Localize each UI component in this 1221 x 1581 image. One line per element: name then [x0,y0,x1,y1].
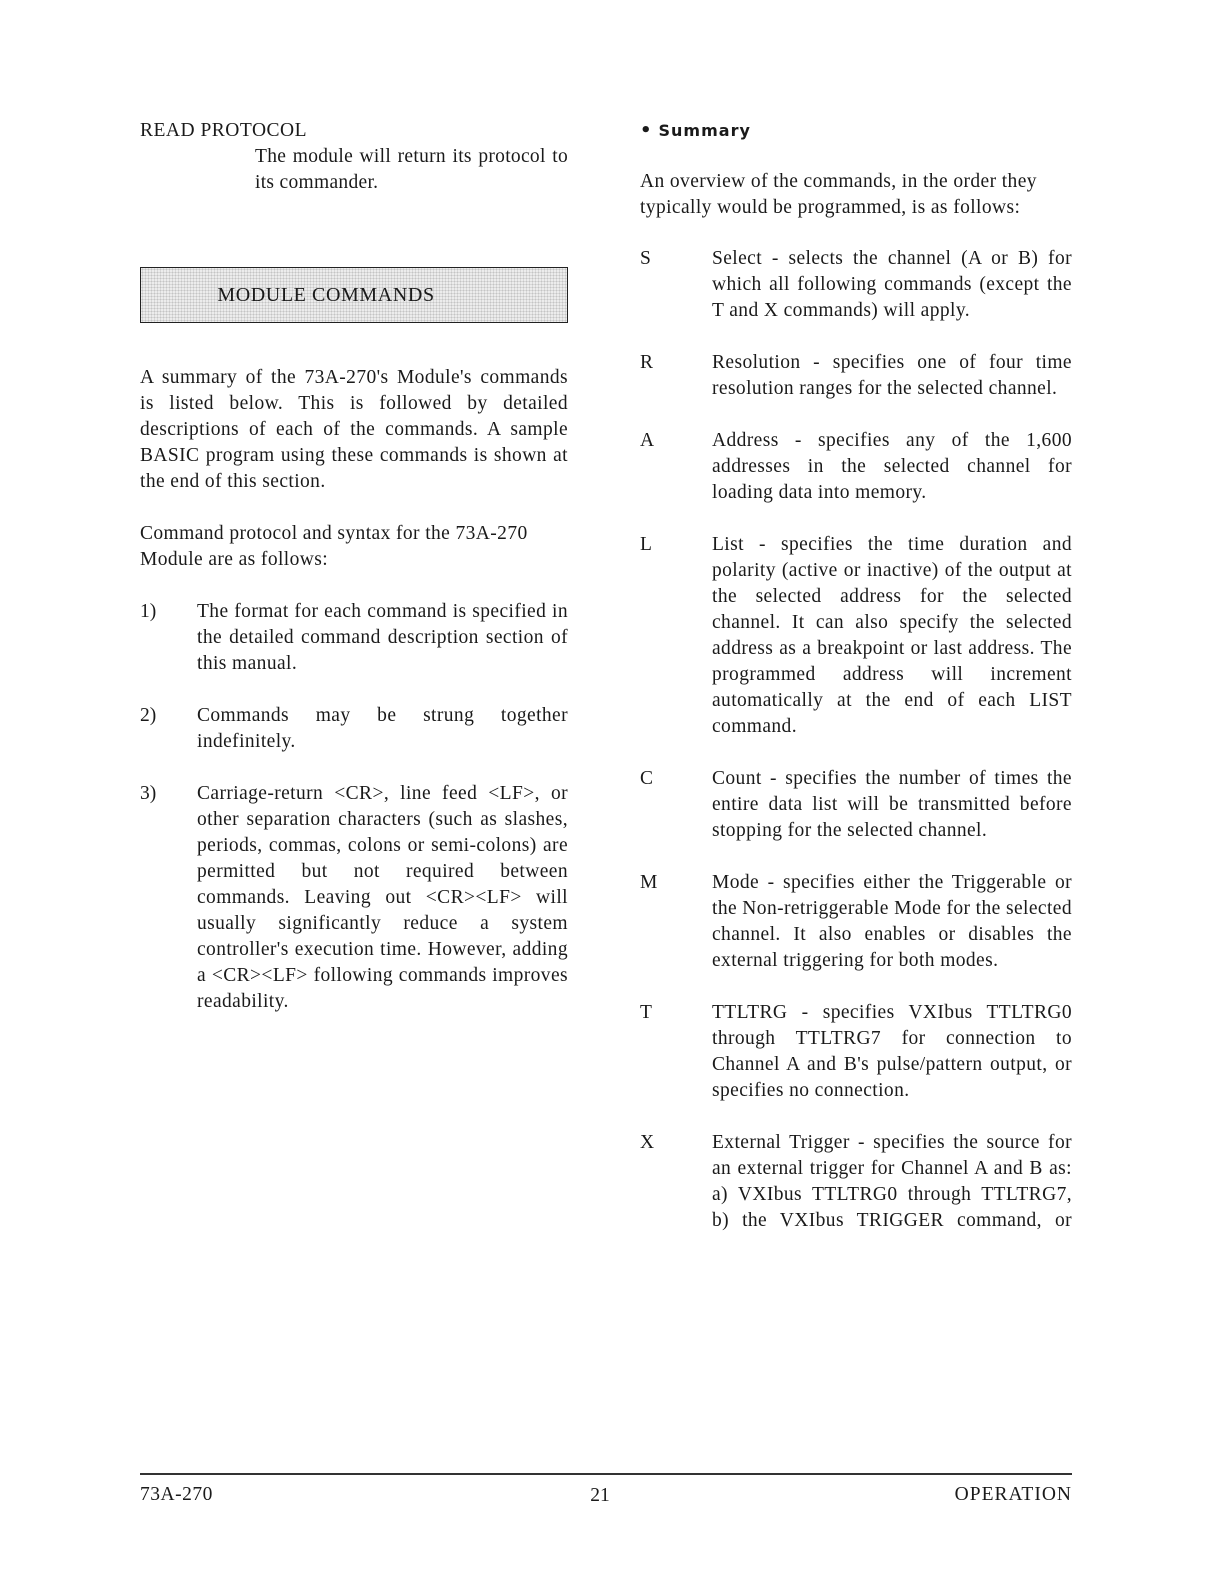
command-letter: L [640,534,652,555]
command-letter: A [640,430,655,451]
command-description: Count - specifies the number of times the entire data list will be transmitted before stopping for the selected channel. [712,768,1072,841]
bullet-icon: • [640,120,653,141]
command-letter: T [640,1002,652,1023]
syntax-paragraph: Command protocol and syntax for the 73A-270 Module are as follows: [140,523,528,570]
section-header-box [140,267,568,323]
command-description: Resolution - specifies one of four time resolution ranges for the selected channel. [712,352,1072,399]
command-item-t [640,1000,1072,1104]
command-description: Mode - specifies either the Triggerable or the Non-retriggerable Mode for the selected channel. It also enables or disables the external triggering for both modes. [712,872,1072,971]
command-description: Address - specifies any of the 1,600 addresses in the selected channel for loading data into memory. [712,430,1072,503]
list-item-text: Commands may be strung together indefinitely. [197,705,568,752]
read-protocol-description: The module will return its protocol to its commander. [255,146,568,193]
list-item-text: Carriage-return <CR>, line feed <LF>, or other separation characters (such as slashes, periods, commas, colons or semi-colons) are permitted but not required between commands. Leaving out <CR><LF> will usually significantly reduce a system controller's execution time. However, adding a <CR><LF> following commands improves readability. [197,783,568,1012]
list-item [140,599,568,677]
command-letter: R [640,352,654,373]
command-item-c [640,766,1072,844]
command-description: TTLTRG - specifies VXIbus TTLTRG0 through TTLTRG7 for connection to Channel A and B's pulse/pattern output, or specifies no connection. [712,1002,1072,1101]
footer-section: OPERATION [954,1484,1072,1505]
summary-heading-text: Summary [658,121,751,140]
numbered-list [140,599,568,1015]
command-description: External Trigger - specifies the source for an external trigger for Channel A and B as: a) VXIbus TTLTRG0 through TTLTRG7, b) the VXIbus TRIGGER command, or [712,1132,1072,1231]
footer-model: 73A-270 [140,1484,213,1505]
command-item-r [640,350,1072,402]
command-item-s [640,246,1072,324]
command-list [640,246,1072,1234]
list-item-number: 2) [140,705,157,726]
command-letter: S [640,248,651,269]
command-description: Select - selects the channel (A or B) for which all following commands (except the T and X commands) will apply. [712,248,1072,321]
list-item-number: 1) [140,601,157,622]
command-letter: C [640,768,654,789]
command-item-a [640,428,1072,506]
overview-paragraph: An overview of the commands, in the order they typically would be programmed, is as follows: [640,171,1037,218]
page-number: 21 [590,1485,610,1506]
list-item-number: 3) [140,783,157,804]
list-item-text: The format for each command is specified in the detailed command description section of this manual. [197,601,568,674]
command-item-x [640,1130,1072,1234]
command-description: List - specifies the time duration and polarity (active or inactive) of the output at the selected address for the selected channel. It can also specify the selected address as a breakpoint or last address. The programmed address will increment automatically at the end of each LIST command. [712,534,1072,737]
command-item-l [640,532,1072,740]
intro-paragraph: A summary of the 73A-270's Module's commands is listed below. This is followed by detailed descriptions of each of the commands. A sample BASIC program using these commands is shown at the end of this section. [140,367,568,492]
command-item-m [640,870,1072,974]
footer-divider [140,1473,1072,1475]
list-item [140,781,568,1015]
list-item [140,703,568,755]
command-letter: M [640,872,658,893]
section-title: MODULE COMMANDS [217,284,435,306]
left-column [140,118,568,1041]
summary-heading [640,118,1072,144]
read-protocol-title: READ PROTOCOL [140,120,308,141]
command-letter: X [640,1132,655,1153]
right-column [640,118,1072,1234]
